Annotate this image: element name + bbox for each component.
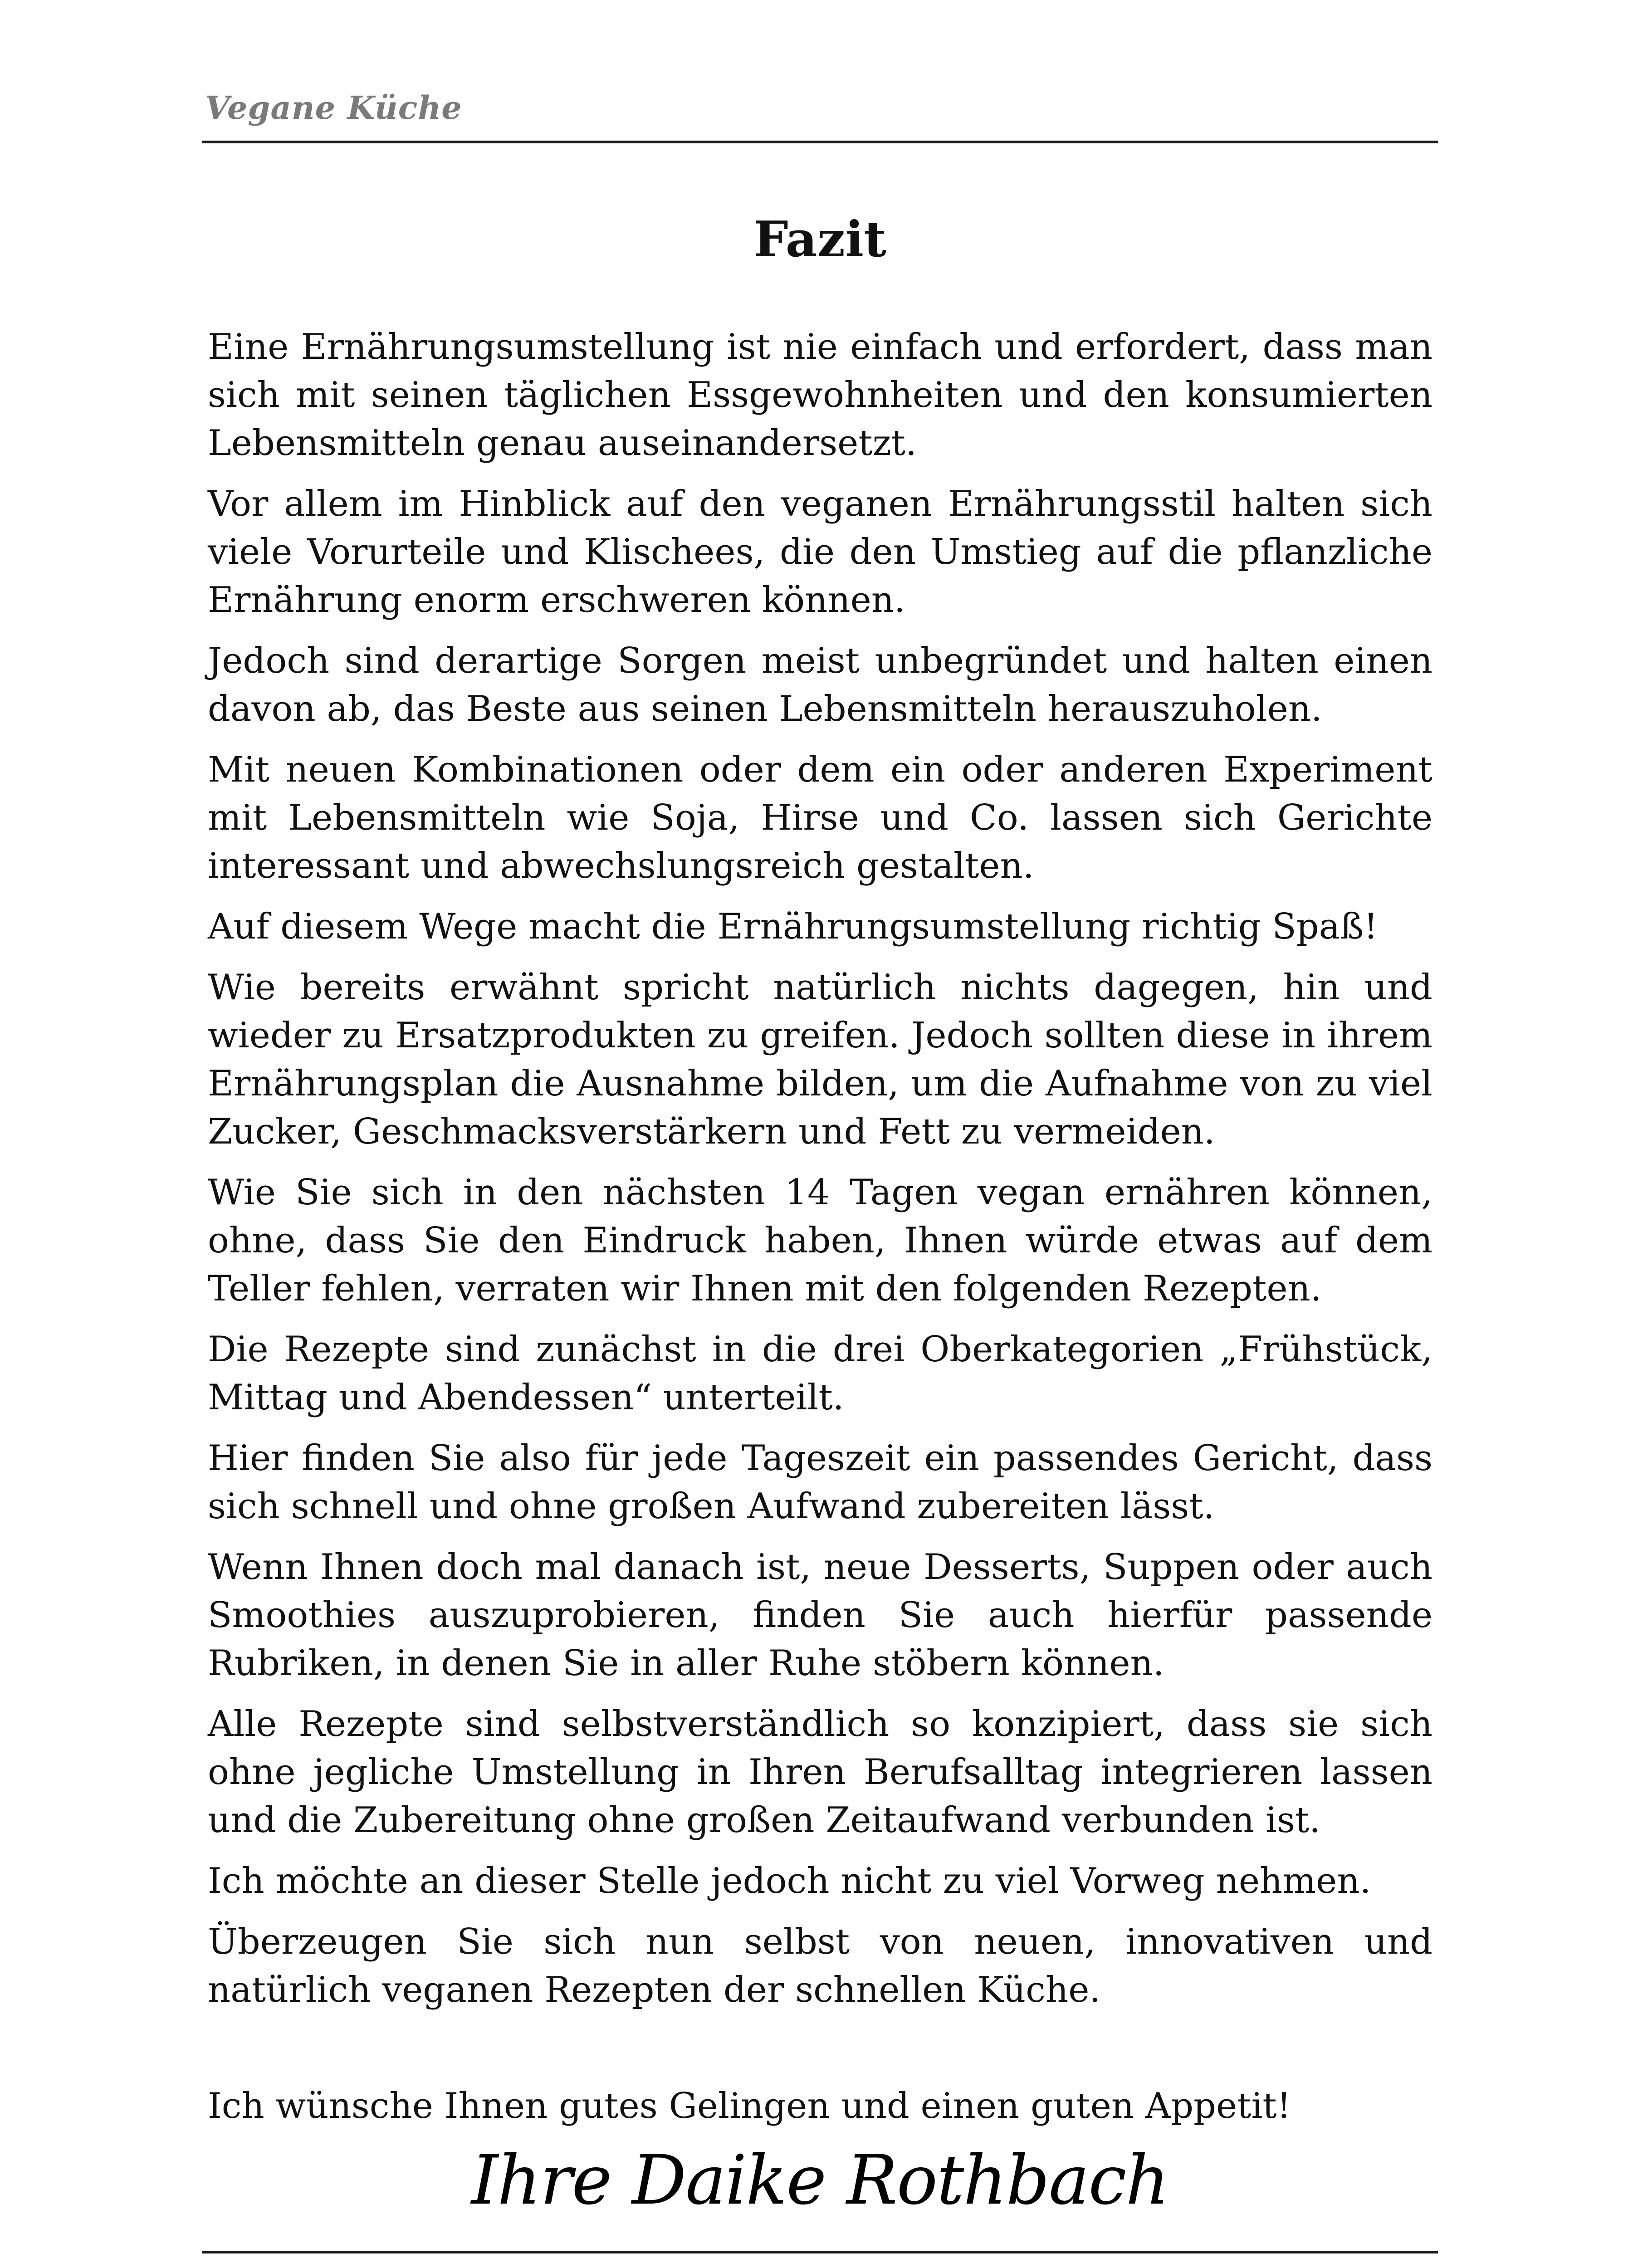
- paragraph: Die Rezepte sind zunächst in die drei Oberkategorien „Frühstück, Mittag und Abendessen“ unterteilt.: [208, 1329, 1433, 1418]
- paragraph: Wenn Ihnen doch mal danach ist, neue Desserts, Suppen oder auch Smoothies auszuprobieren, finden Sie auch hierfür passende Rubriken, in denen Sie in aller Ruhe stöbern können.: [208, 1547, 1433, 1684]
- paragraph: Wie Sie sich in den nächsten 14 Tagen vegan ernähren können, ohne, dass Sie den Eindruck haben, Ihnen würde etwas auf dem Teller fehlen, verraten wir Ihnen mit den folgenden Rezepten.: [208, 1172, 1433, 1309]
- author-signature: Ihre Daike Rothbach: [471, 2141, 1169, 2220]
- paragraph: Alle Rezepte sind selbstverständlich so konzipiert, dass sie sich ohne jegliche Umstellung in Ihren Berufsalltag integrieren lassen und die Zubereitung ohne großen Zeitaufwand verbunden ist.: [208, 1704, 1433, 1841]
- running-header: Vegane Küche: [205, 89, 462, 127]
- chapter-title: Fazit: [753, 211, 886, 268]
- paragraph: Jedoch sind derartige Sorgen meist unbegründet und halten einen davon ab, das Beste aus seinen Lebensmitteln herauszuholen.: [208, 640, 1433, 729]
- footer-divider: [202, 2251, 1438, 2253]
- paragraph: Mit neuen Kombinationen oder dem ein oder anderen Experiment mit Lebensmitteln wie Soja, Hirse und Co. lassen sich Gerichte interessant und abwechslungsreich gestalten.: [208, 749, 1433, 886]
- header-divider: [202, 141, 1438, 143]
- body-text: [208, 323, 1433, 2143]
- paragraph: Auf diesem Wege macht die Ernährungsumstellung richtig Spaß!: [208, 906, 1378, 947]
- paragraph: Ich möchte an dieser Stelle jedoch nicht zu viel Vorweg nehmen.: [208, 1861, 1371, 1901]
- paragraph: Überzeugen Sie sich nun selbst von neuen, innovativen und natürlich veganen Rezepten der schnellen Küche.: [208, 1921, 1433, 2010]
- paragraph: Vor allem im Hinblick auf den veganen Ernährungsstil halten sich viele Vorurteile und Klischees, die den Umstieg auf die pflanzliche Ernährung enorm erschweren können.: [208, 484, 1433, 621]
- paragraph: Hier finden Sie also für jede Tageszeit ein passendes Gericht, dass sich schnell und ohne großen Aufwand zubereiten lässt.: [208, 1438, 1433, 1527]
- closing-line: Ich wünsche Ihnen gutes Gelingen und einen guten Appetit!: [208, 2086, 1291, 2126]
- paragraph: Wie bereits erwähnt spricht natürlich nichts dagegen, hin und wieder zu Ersatzprodukten zu greifen. Jedoch sollten diese in ihrem Ernährungsplan die Ausnahme bilden, um die Aufnahme von zu viel Zucker, Geschmacksverstärkern und Fett zu vermeiden.: [208, 967, 1433, 1152]
- paragraph: Eine Ernährungsumstellung ist nie einfach und erfordert, dass man sich mit seinen täglichen Essgewohnheiten und den konsumierten Lebensmitteln genau auseinandersetzt.: [208, 327, 1433, 464]
